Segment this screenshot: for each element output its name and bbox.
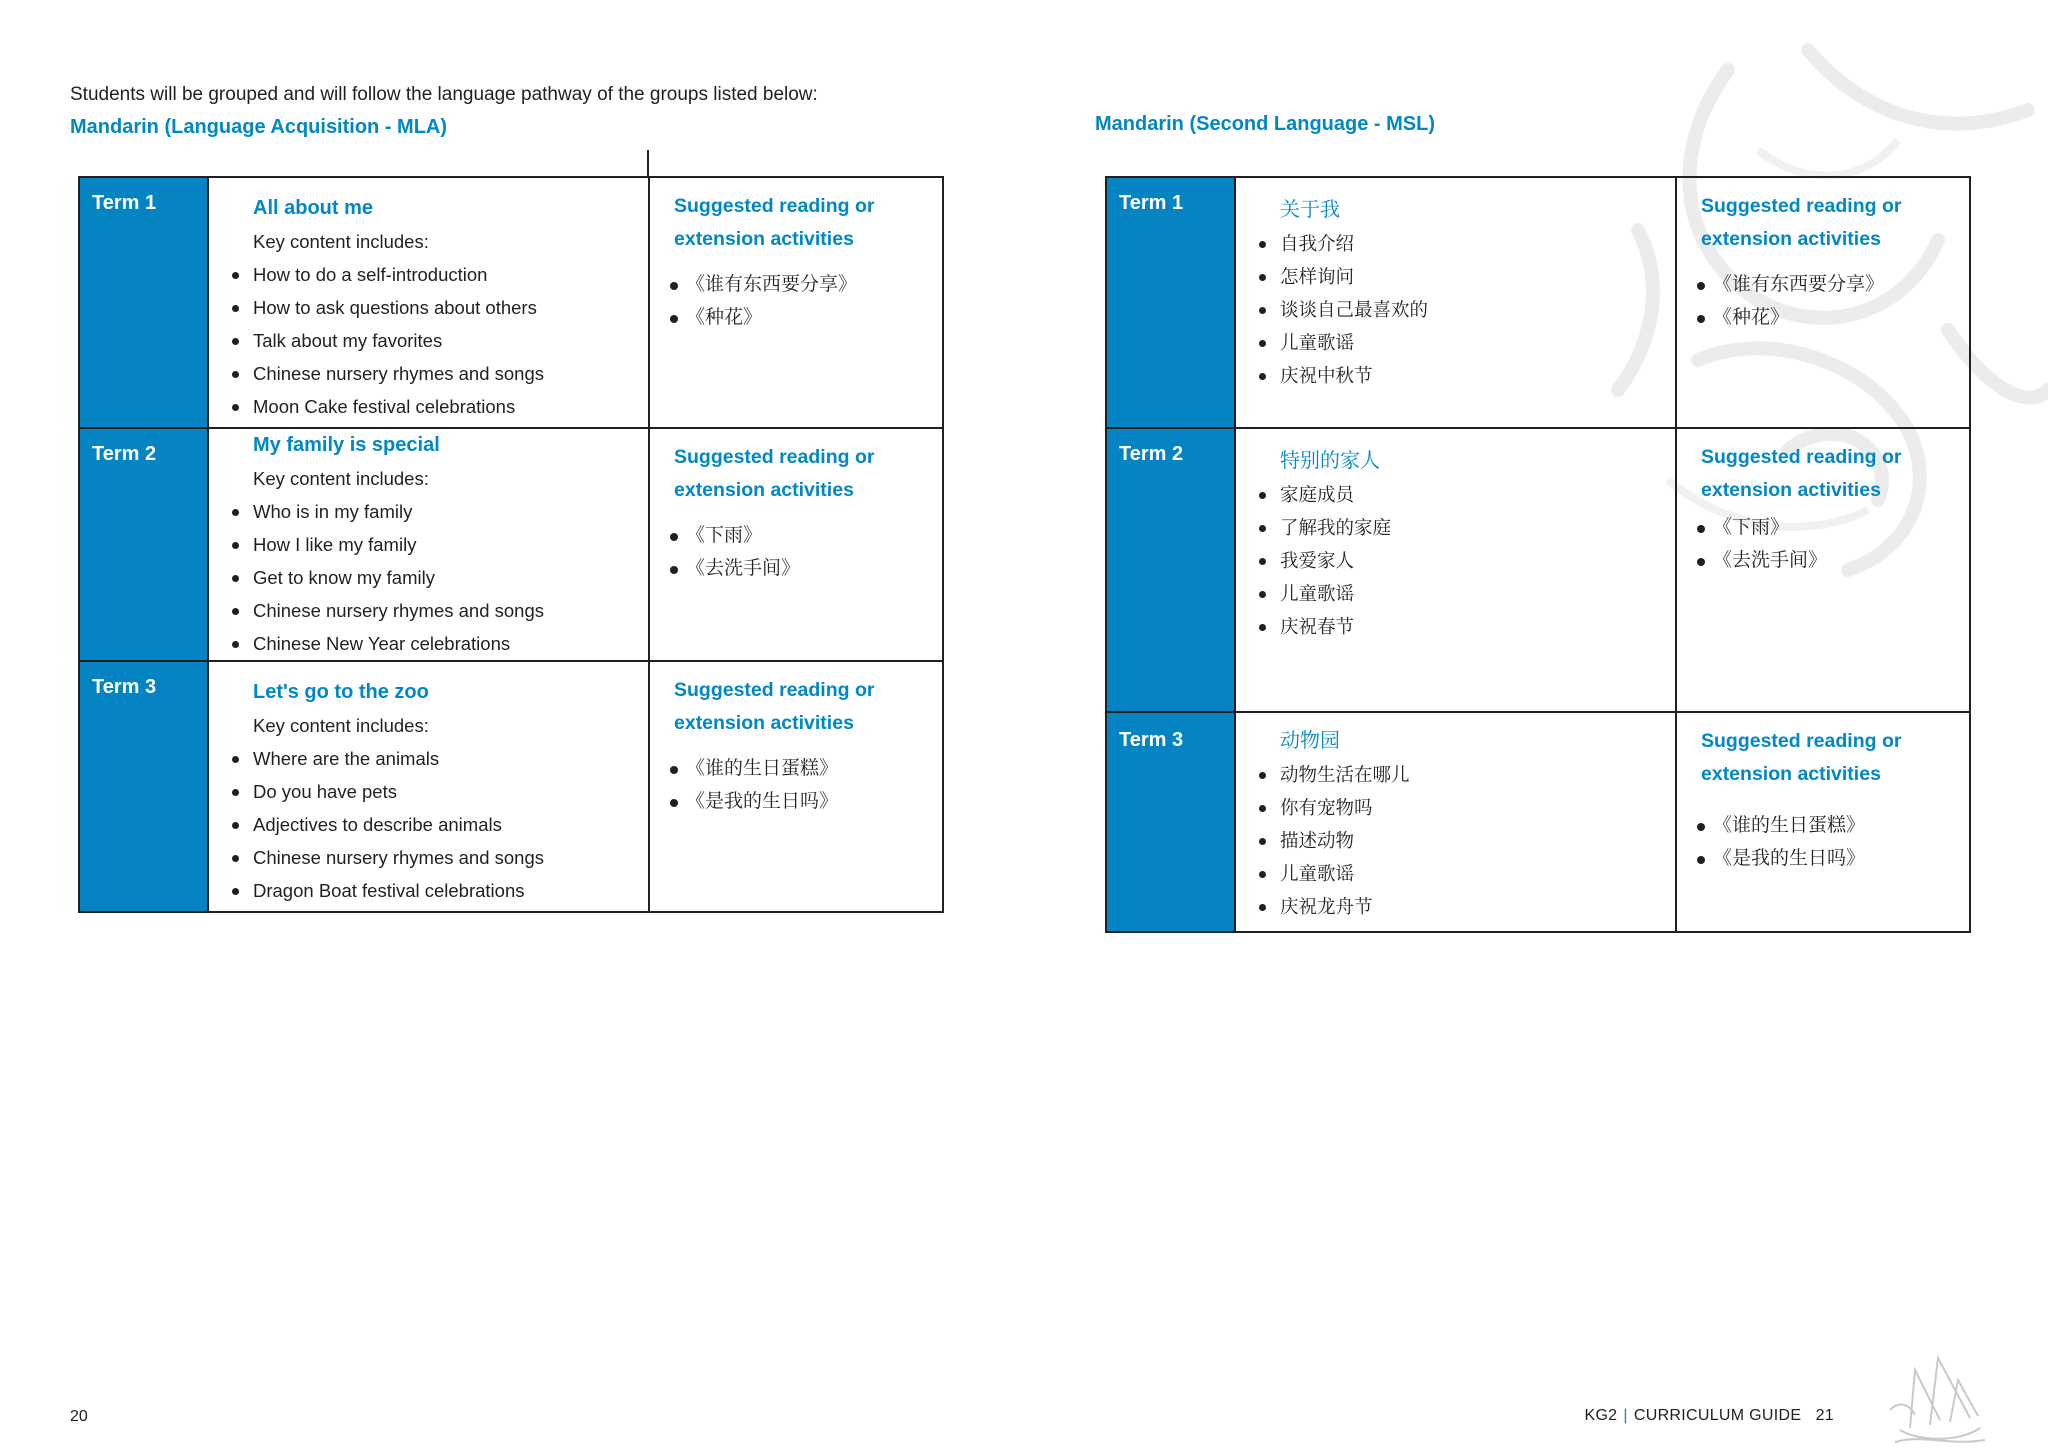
content-item: Chinese nursery rhymes and songs — [253, 594, 638, 627]
content-item: Do you have pets — [253, 775, 638, 808]
page-number-left: 20 — [70, 1408, 88, 1425]
reading-title-line1: Suggested reading or — [1701, 730, 1902, 752]
mla-term-2-row — [79, 428, 943, 661]
divider-tick — [647, 150, 649, 178]
content-item: 描述动物 — [1280, 824, 1665, 857]
reading-title-line1: Suggested reading or — [674, 679, 875, 701]
content-item: 动物生活在哪儿 — [1280, 758, 1665, 791]
term-content — [208, 428, 649, 661]
book-list — [674, 752, 932, 818]
msl-term-1-row — [1106, 177, 1970, 428]
content-item: 儿童歌谣 — [1280, 326, 1665, 359]
book-item: 《谁有东西要分享》 — [1701, 268, 1959, 301]
reading-title-line2: extension activities — [674, 228, 854, 250]
reading-cell — [1676, 428, 1970, 712]
key-content-intro: Key content includes: — [253, 231, 429, 252]
reading-cell — [1676, 177, 1970, 428]
reading-title-line1: Suggested reading or — [1701, 446, 1902, 468]
book-list — [1701, 511, 1959, 577]
footer-guide-title: CURRICULUM GUIDE — [1633, 1407, 1802, 1424]
content-item: Talk about my favorites — [253, 324, 638, 357]
content-list — [1280, 478, 1665, 643]
content-item: 你有宠物吗 — [1280, 791, 1665, 824]
key-content-intro: Key content includes: — [253, 715, 429, 736]
book-item: 《是我的生日吗》 — [674, 785, 932, 818]
term-label: Term 1 — [79, 177, 208, 428]
term-content — [208, 177, 649, 428]
book-item: 《去洗手间》 — [1701, 544, 1959, 577]
topic-title: 特别的家人 — [1280, 450, 1380, 472]
content-list — [253, 495, 638, 660]
book-list — [674, 519, 932, 585]
mla-title: Mandarin (Language Acquisition - MLA) — [70, 116, 448, 138]
book-item: 《种花》 — [1701, 301, 1959, 334]
footer-separator: | — [1623, 1407, 1628, 1424]
reading-title-line2: extension activities — [674, 712, 854, 734]
book-list — [1701, 268, 1959, 334]
content-list — [253, 742, 638, 907]
reading-title-line1: Suggested reading or — [1701, 195, 1902, 217]
term-label: Term 3 — [1106, 712, 1235, 932]
book-item: 《下雨》 — [1701, 511, 1959, 544]
content-item: How to ask questions about others — [253, 291, 638, 324]
content-item: 了解我的家庭 — [1280, 511, 1665, 544]
content-list — [253, 258, 638, 423]
term-label: Term 2 — [79, 428, 208, 661]
book-item: 《谁有东西要分享》 — [674, 268, 932, 301]
content-item: 我爱家人 — [1280, 544, 1665, 577]
footer-grade: KG2 — [1584, 1407, 1618, 1424]
content-item: 庆祝中秋节 — [1280, 359, 1665, 392]
page-number-right: 21 — [1815, 1407, 1834, 1424]
content-item: Where are the animals — [253, 742, 638, 775]
term-content — [208, 661, 649, 912]
content-item: 庆祝龙舟节 — [1280, 890, 1665, 923]
reading-title-line2: extension activities — [1701, 763, 1881, 785]
reading-cell — [1676, 712, 1970, 932]
reading-title-line2: extension activities — [1701, 479, 1881, 501]
book-item: 《下雨》 — [674, 519, 932, 552]
term-label: Term 2 — [1106, 428, 1235, 712]
topic-title: 动物园 — [1280, 730, 1340, 752]
reading-cell — [649, 177, 943, 428]
mla-table — [78, 176, 944, 913]
book-item: 《谁的生日蛋糕》 — [1701, 809, 1959, 842]
mla-term-1-row — [79, 177, 943, 428]
reading-title-line1: Suggested reading or — [674, 195, 875, 217]
content-item: 儿童歌谣 — [1280, 857, 1665, 890]
content-item: Get to know my family — [253, 561, 638, 594]
reading-cell — [649, 661, 943, 912]
topic-title: Let's go to the zoo — [253, 681, 429, 703]
book-list — [674, 268, 932, 334]
content-item: Chinese nursery rhymes and songs — [253, 841, 638, 874]
content-item: Moon Cake festival celebrations — [253, 390, 638, 423]
content-list — [1280, 758, 1665, 923]
term-content — [1235, 712, 1676, 932]
content-list — [1280, 227, 1665, 392]
mla-term-3-row — [79, 661, 943, 912]
content-item: How to do a self-introduction — [253, 258, 638, 291]
msl-title: Mandarin (Second Language - MSL) — [1095, 113, 1436, 135]
content-item: How I like my family — [253, 528, 638, 561]
book-item: 《去洗手间》 — [674, 552, 932, 585]
content-item: 怎样询问 — [1280, 260, 1665, 293]
content-item: 自我介绍 — [1280, 227, 1665, 260]
content-item: 谈谈自己最喜欢的 — [1280, 293, 1665, 326]
term-content — [1235, 428, 1676, 712]
ship-logo-icon — [1880, 1350, 1990, 1448]
book-item: 《谁的生日蛋糕》 — [674, 752, 932, 785]
term-label: Term 3 — [79, 661, 208, 912]
content-item: 儿童歌谣 — [1280, 577, 1665, 610]
content-item: Dragon Boat festival celebrations — [253, 874, 638, 907]
book-item: 《种花》 — [674, 301, 932, 334]
msl-term-3-row — [1106, 712, 1970, 932]
reading-title-line1: Suggested reading or — [674, 446, 875, 468]
book-list — [1701, 809, 1959, 875]
content-item: 庆祝春节 — [1280, 610, 1665, 643]
content-item: Chinese New Year celebrations — [253, 627, 638, 660]
intro-text: Students will be grouped and will follow the language pathway of the groups listed below: — [70, 84, 818, 105]
content-item: Chinese nursery rhymes and songs — [253, 357, 638, 390]
footer-right — [1584, 1407, 1834, 1425]
reading-title-line2: extension activities — [674, 479, 854, 501]
reading-cell — [649, 428, 943, 661]
content-item: Who is in my family — [253, 495, 638, 528]
topic-title: 关于我 — [1280, 199, 1340, 221]
key-content-intro: Key content includes: — [253, 468, 429, 489]
reading-title-line2: extension activities — [1701, 228, 1881, 250]
book-item: 《是我的生日吗》 — [1701, 842, 1959, 875]
content-item: 家庭成员 — [1280, 478, 1665, 511]
content-item: Adjectives to describe animals — [253, 808, 638, 841]
term-label: Term 1 — [1106, 177, 1235, 428]
topic-title: My family is special — [253, 434, 440, 456]
msl-term-2-row — [1106, 428, 1970, 712]
msl-table — [1105, 176, 1971, 933]
topic-title: All about me — [253, 197, 374, 219]
term-content — [1235, 177, 1676, 428]
